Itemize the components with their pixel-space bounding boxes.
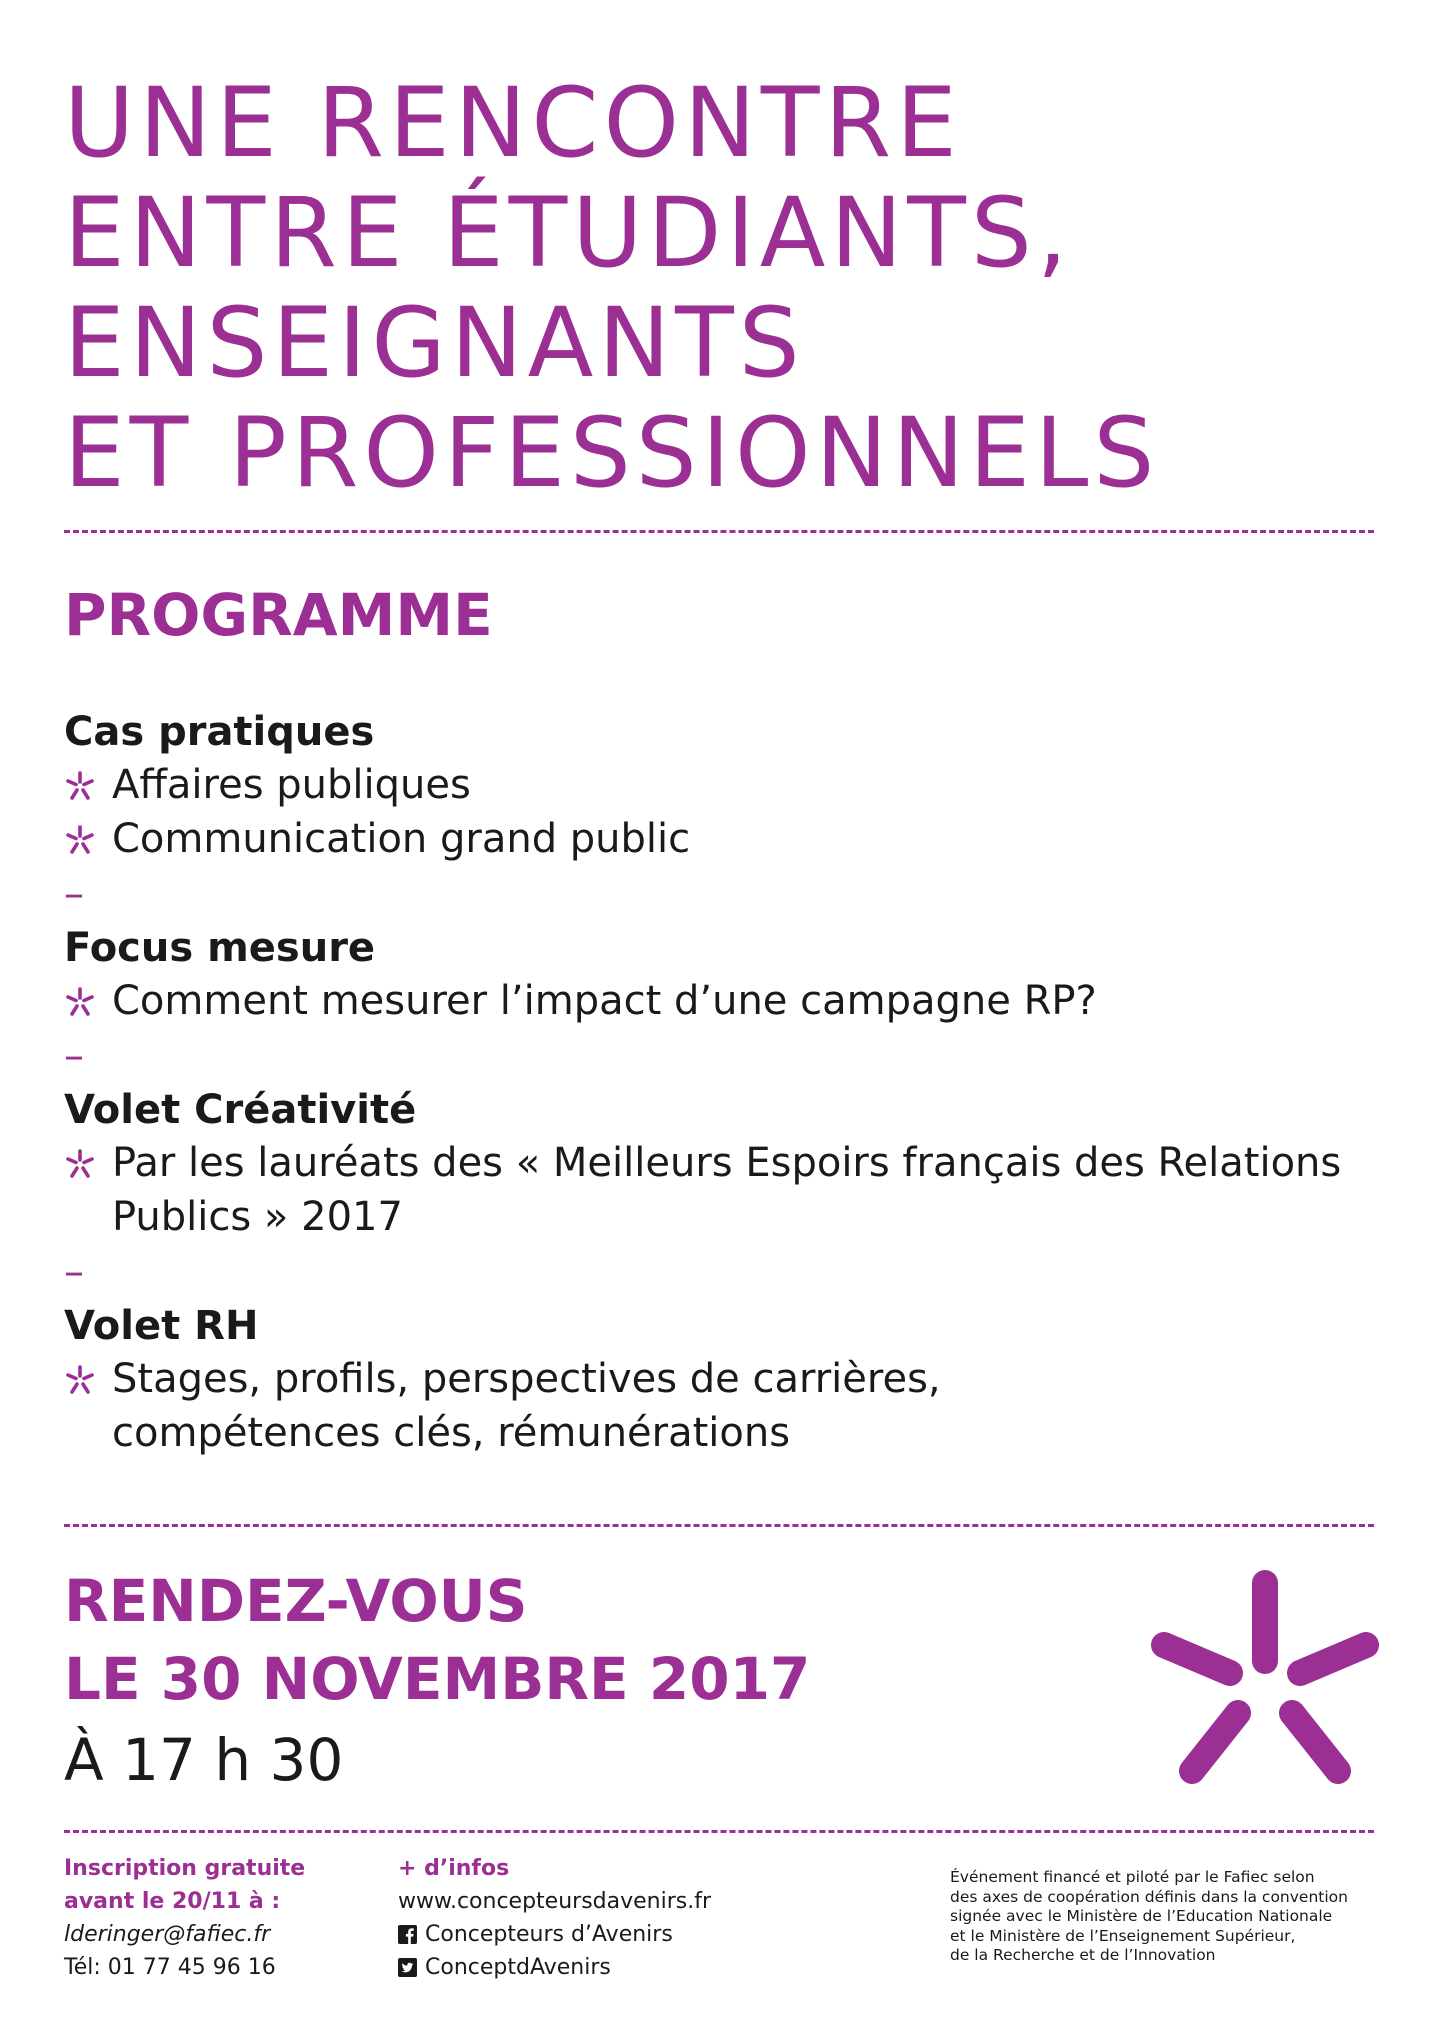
group-title-focus-mesure: Focus mesure	[64, 925, 376, 971]
twitter-icon	[398, 1958, 417, 1977]
funding-note-line: de la Recherche et de l’Innovation	[950, 1946, 1216, 1964]
programme-title: PROGRAMME	[64, 581, 493, 649]
group-separator: –	[64, 871, 84, 917]
inscription-heading: Inscription gratuite	[64, 1856, 306, 1881]
facebook-link[interactable]	[398, 1918, 711, 1951]
item-text: Par les lauréats des « Meilleurs Espoirs français des Relations Publics » 2017	[112, 1140, 1342, 1240]
group-title-cas-pratiques: Cas pratiques	[64, 709, 375, 755]
rendezvous-block	[64, 1562, 810, 1802]
twitter-link[interactable]	[398, 1951, 711, 1984]
list-item	[64, 974, 1364, 1028]
facebook-icon	[398, 1925, 417, 1944]
divider-dashed	[64, 530, 1374, 533]
rendezvous-time: À 17 h 30	[64, 1726, 344, 1794]
rendezvous-date: LE 30 NOVEMBRE 2017	[64, 1645, 811, 1713]
inscription-block	[64, 1852, 305, 1984]
list-item	[64, 1352, 1192, 1460]
rendezvous-title: RENDEZ-VOUS	[64, 1567, 528, 1635]
list-item	[64, 758, 1364, 812]
headline-line: ENSEIGNANTS	[64, 287, 805, 399]
group-separator: –	[64, 1249, 84, 1295]
asterisk-logo-icon	[1150, 1565, 1380, 1790]
item-text: Affaires publiques	[112, 762, 471, 808]
funding-note-line: des axes de coopération définis dans la convention	[950, 1887, 1348, 1906]
asterisk-bullet-icon	[64, 824, 96, 856]
headline-line: UNE RENCONTRE	[64, 67, 962, 179]
funding-note	[950, 1868, 1380, 1966]
item-text: Communication grand public	[112, 816, 691, 862]
headline	[64, 68, 1159, 508]
website-link[interactable]: www.concepteursdavenirs.fr	[398, 1889, 712, 1914]
inscription-phone: Tél: 01 77 45 96 16	[64, 1955, 276, 1980]
infos-heading: + d’infos	[398, 1856, 510, 1881]
infos-block	[398, 1852, 711, 1984]
asterisk-bullet-icon	[64, 1148, 96, 1180]
twitter-label: ConceptdAvenirs	[425, 1955, 611, 1980]
list-item	[64, 1136, 1372, 1244]
funding-note-line: et le Ministère de l’Enseignement Supérieur,	[950, 1926, 1296, 1945]
divider-dashed	[64, 1830, 1374, 1833]
inscription-deadline: avant le 20/11 à :	[64, 1889, 281, 1914]
funding-note-line: Événement financé et piloté par le Fafiec selon	[950, 1868, 1315, 1886]
funding-note-line: signée avec le Ministère de l’Education Nationale	[950, 1907, 1333, 1925]
item-text: Comment mesurer l’impact d’une campagne RP?	[112, 978, 1097, 1024]
programme-list	[64, 706, 1364, 1460]
asterisk-bullet-icon	[64, 770, 96, 802]
asterisk-bullet-icon	[64, 1364, 96, 1396]
group-title-volet-rh: Volet RH	[64, 1303, 259, 1349]
headline-line: ENTRE ÉTUDIANTS,	[64, 177, 1073, 289]
headline-line: ET PROFESSIONNELS	[64, 397, 1160, 509]
item-text: Stages, profils, perspectives de carrières, compétences clés, rémunérations	[112, 1356, 941, 1456]
group-title-volet-creativite: Volet Créativité	[64, 1087, 417, 1133]
divider-dashed	[64, 1524, 1374, 1527]
list-item	[64, 812, 1364, 866]
inscription-email-link[interactable]: lderinger@fafiec.fr	[64, 1922, 271, 1947]
asterisk-bullet-icon	[64, 986, 96, 1018]
facebook-label: Concepteurs d’Avenirs	[425, 1922, 673, 1947]
group-separator: –	[64, 1033, 84, 1079]
